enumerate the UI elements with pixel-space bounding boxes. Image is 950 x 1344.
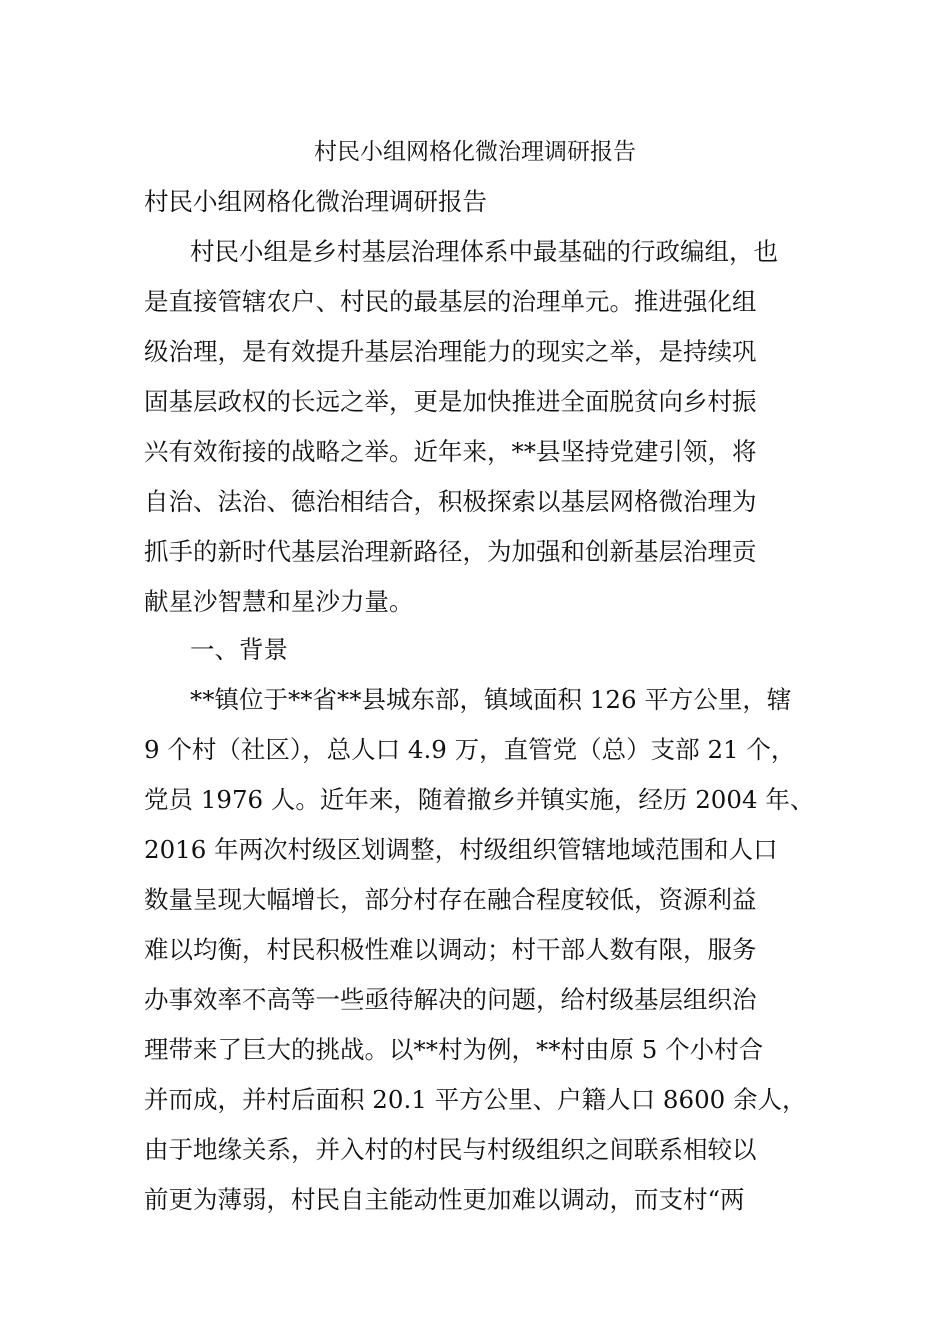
paragraph-line: 理带来了巨大的挑战。以**村为例，**村由原 5 个小村合 (144, 1035, 764, 1064)
document-title: 村民小组网格化微治理调研报告 (314, 139, 636, 165)
paragraph-line: 并而成，并村后面积 20.1 平方公里、户籍人口 8600 余人， (144, 1085, 807, 1114)
paragraph-line: 兴有效衔接的战略之举。近年来，**县坚持党建引领，将 (144, 437, 757, 466)
paragraph-line: 9 个村（社区），总人口 4.9 万，直管党（总）支部 21 个， (144, 735, 796, 764)
paragraph-line: 2016 年两次村级区划调整，村级组织管辖地域范围和人口 (144, 835, 778, 864)
paragraph-line: **镇位于**省**县城东部，镇域面积 126 平方公里，辖 (190, 685, 792, 714)
paragraph-line: 由于地缘关系，并入村的村民与村级组织之间联系相较以 (144, 1135, 757, 1164)
paragraph-line: 自治、法治、德治相结合，积极探索以基层网格微治理为 (144, 487, 757, 516)
paragraph-line: 难以均衡，村民积极性难以调动；村干部人数有限，服务 (144, 935, 757, 964)
paragraph-line: 是直接管辖农户、村民的最基层的治理单元。推进强化组 (144, 287, 757, 316)
section-heading: 一、背景 (190, 635, 288, 664)
paragraph-line: 固基层政权的长远之举，更是加快推进全面脱贫向乡村振 (144, 387, 757, 416)
document-subtitle: 村民小组网格化微治理调研报告 (144, 187, 487, 216)
paragraph-line: 献星沙智慧和星沙力量。 (144, 587, 414, 616)
paragraph-line: 数量呈现大幅增长，部分村存在融合程度较低，资源利益 (144, 885, 757, 914)
paragraph-line: 抓手的新时代基层治理新路径，为加强和创新基层治理贡 (144, 537, 757, 566)
paragraph-line: 村民小组是乡村基层治理体系中最基础的行政编组，也 (190, 237, 778, 266)
paragraph-line: 党员 1976 人。近年来，随着撤乡并镇实施，经历 2004 年、 (144, 785, 815, 814)
paragraph-line: 级治理，是有效提升基层治理能力的现实之举，是持续巩 (144, 337, 757, 366)
paragraph-line: 前更为薄弱，村民自主能动性更加难以调动，而支村“两 (144, 1185, 745, 1214)
paragraph-line: 办事效率不高等一些亟待解决的问题，给村级基层组织治 (144, 985, 757, 1014)
